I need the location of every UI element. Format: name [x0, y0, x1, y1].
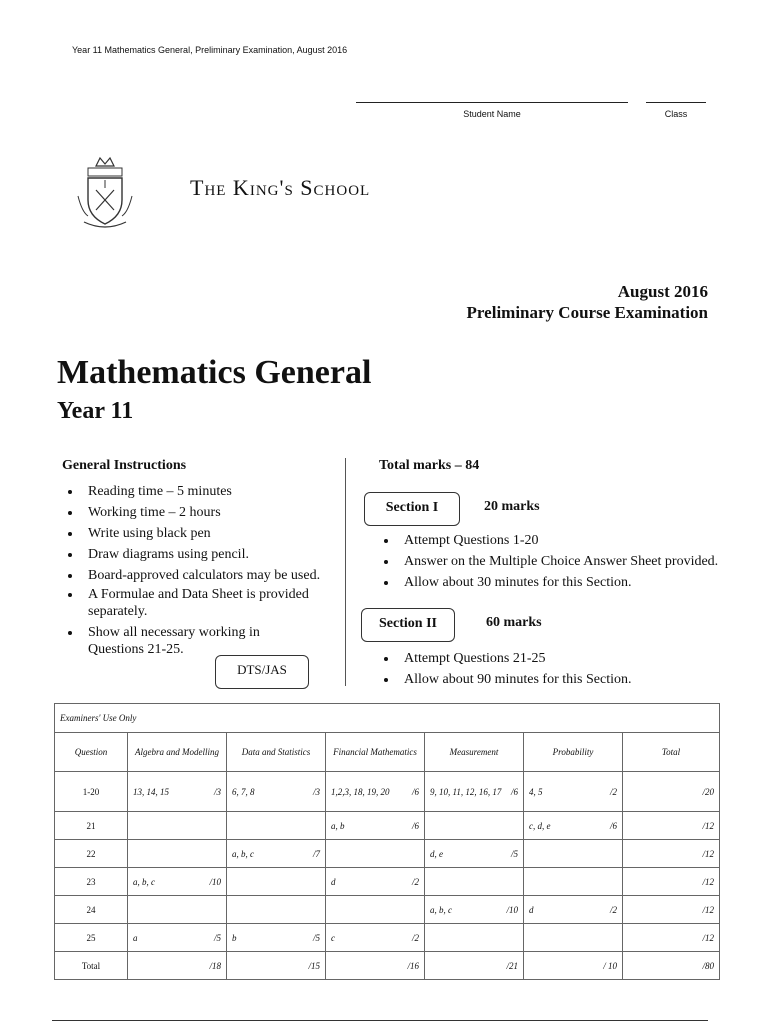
- general-instructions-heading: General Instructions: [62, 458, 187, 473]
- row-question: 25: [55, 924, 128, 952]
- mark-cell[interactable]: [227, 952, 326, 980]
- header-data: Data and Statistics: [227, 733, 326, 772]
- table-row: [55, 896, 720, 924]
- section-2-label: Section II: [361, 608, 455, 642]
- school-name: The King's School: [190, 175, 371, 200]
- mark-cell[interactable]: [326, 772, 425, 812]
- cell-max-mark: /6: [411, 786, 419, 797]
- instruction-item: • Write using black pen: [82, 523, 372, 544]
- mark-cell[interactable]: [524, 896, 623, 924]
- mark-cell[interactable]: [326, 952, 425, 980]
- table-row: [55, 924, 720, 952]
- cell-questions: d: [529, 904, 534, 915]
- cell-max-mark: /18: [209, 960, 221, 971]
- mark-cell[interactable]: [425, 868, 524, 896]
- section-1-instructions: [376, 530, 768, 593]
- section-2-instructions: [376, 648, 768, 690]
- cell-max-mark: /5: [312, 932, 320, 943]
- mark-cell[interactable]: [227, 924, 326, 952]
- cell-max-mark: /5: [213, 932, 221, 943]
- mark-cell[interactable]: [128, 924, 227, 952]
- table-header-row: [55, 733, 720, 772]
- mark-cell[interactable]: [227, 772, 326, 812]
- header-algebra: Algebra and Modelling: [128, 733, 227, 772]
- row-total[interactable]: /12: [623, 812, 720, 840]
- mark-cell[interactable]: [524, 840, 623, 868]
- page-bottom-rule: [52, 1020, 708, 1021]
- row-question: Total: [55, 952, 128, 980]
- year-title: Year 11: [57, 398, 134, 424]
- cell-max-mark: /2: [609, 786, 617, 797]
- table-row: [55, 840, 720, 868]
- mark-cell[interactable]: [128, 812, 227, 840]
- running-header: Year 11 Mathematics General, Preliminary Examination, August 2016: [72, 45, 348, 55]
- cell-max-mark: /3: [213, 786, 221, 797]
- cell-questions: d: [331, 876, 336, 887]
- section-1-label: Section I: [364, 492, 460, 526]
- cell-questions: 4, 5: [529, 786, 543, 797]
- mark-cell[interactable]: [128, 840, 227, 868]
- header-question: Question: [55, 733, 128, 772]
- table-row: [55, 868, 720, 896]
- instruction-item: • Reading time – 5 minutes: [82, 481, 372, 502]
- cell-questions: b: [232, 932, 237, 943]
- column-divider: [345, 458, 346, 686]
- examiners-marks-table: [54, 703, 720, 980]
- row-question: 1-20: [55, 772, 128, 812]
- cell-max-mark: /21: [506, 960, 518, 971]
- student-name-label: Student Name: [463, 109, 521, 119]
- row-total[interactable]: /12: [623, 924, 720, 952]
- section-2-item: • Allow about 90 minutes for this Section.: [398, 669, 768, 690]
- exam-date: August 2016: [617, 282, 708, 301]
- mark-cell[interactable]: [326, 840, 425, 868]
- cell-questions: 13, 14, 15: [133, 786, 169, 797]
- mark-cell[interactable]: [326, 924, 425, 952]
- marker-initials-stamp: DTS/JAS: [215, 655, 309, 689]
- mark-cell[interactable]: [227, 840, 326, 868]
- mark-cell[interactable]: [524, 952, 623, 980]
- instruction-item: • Show all necessary working in Questions 21-25.: [82, 624, 288, 658]
- instruction-item: • Board-approved calculators may be used.: [82, 565, 372, 586]
- cell-max-mark: /7: [312, 848, 320, 859]
- mark-cell[interactable]: [227, 868, 326, 896]
- mark-cell[interactable]: [128, 952, 227, 980]
- row-total[interactable]: /12: [623, 868, 720, 896]
- cell-questions: c, d, e: [529, 820, 551, 831]
- row-question: 23: [55, 868, 128, 896]
- row-total[interactable]: /12: [623, 896, 720, 924]
- header-probability: Probability: [524, 733, 623, 772]
- mark-cell[interactable]: [128, 868, 227, 896]
- section-1-marks: 20 marks: [484, 499, 540, 514]
- row-total[interactable]: /20: [623, 772, 720, 812]
- cell-max-mark: /15: [308, 960, 320, 971]
- cell-max-mark: /3: [312, 786, 320, 797]
- row-total[interactable]: /80: [623, 952, 720, 980]
- cell-questions: c: [331, 932, 335, 943]
- mark-cell[interactable]: [425, 772, 524, 812]
- class-label: Class: [664, 109, 688, 119]
- cell-questions: 9, 10, 11, 12, 16, 17: [430, 786, 502, 797]
- mark-cell[interactable]: [425, 952, 524, 980]
- cell-questions: a, b, c: [133, 876, 155, 887]
- mark-cell[interactable]: [524, 868, 623, 896]
- cell-max-mark: / 10: [603, 960, 617, 971]
- cell-max-mark: /6: [510, 786, 518, 797]
- header-financial: Financial Mathematics: [326, 733, 425, 772]
- section-2-marks: 60 marks: [486, 615, 542, 630]
- mark-cell[interactable]: [425, 812, 524, 840]
- mark-cell[interactable]: [524, 812, 623, 840]
- mark-cell[interactable]: [227, 896, 326, 924]
- general-instructions-list: [60, 481, 372, 658]
- mark-cell[interactable]: [425, 896, 524, 924]
- row-question: 21: [55, 812, 128, 840]
- row-question: 24: [55, 896, 128, 924]
- subject-title: Mathematics General: [57, 354, 372, 391]
- section-1-item: • Attempt Questions 1-20: [398, 530, 768, 551]
- section-1-item: • Allow about 30 minutes for this Section.: [398, 572, 768, 593]
- class-line[interactable]: [646, 102, 706, 103]
- exam-course: Preliminary Course Examination: [466, 303, 708, 322]
- cell-questions: a, b, c: [430, 904, 452, 915]
- table-row: [55, 952, 720, 980]
- mark-cell[interactable]: [128, 896, 227, 924]
- instruction-item: • Working time – 2 hours: [82, 502, 372, 523]
- header-measurement: Measurement: [425, 733, 524, 772]
- cell-questions: a, b, c: [232, 848, 254, 859]
- mark-cell[interactable]: [524, 772, 623, 812]
- table-caption: Examiners' Use Only: [55, 704, 720, 733]
- cell-questions: a: [133, 932, 138, 943]
- cell-max-mark: /2: [609, 904, 617, 915]
- mark-cell[interactable]: [425, 924, 524, 952]
- section-2-item: • Attempt Questions 21-25: [398, 648, 768, 669]
- header-total: Total: [623, 733, 720, 772]
- cell-questions: 6, 7, 8: [232, 786, 255, 797]
- table-row: [55, 812, 720, 840]
- school-crest-icon: [74, 156, 136, 237]
- cell-max-mark: /6: [411, 820, 419, 831]
- cell-max-mark: /2: [411, 932, 419, 943]
- cell-max-mark: /6: [609, 820, 617, 831]
- section-1-item: • Answer on the Multiple Choice Answer Sheet provided.: [398, 551, 768, 572]
- row-question: 22: [55, 840, 128, 868]
- mark-cell[interactable]: [128, 772, 227, 812]
- instruction-item: • Draw diagrams using pencil.: [82, 544, 372, 565]
- student-name-line[interactable]: [356, 102, 628, 103]
- table-row: [55, 772, 720, 812]
- cell-questions: d, e: [430, 848, 443, 859]
- cell-questions: 1,2,3, 18, 19, 20: [331, 786, 390, 797]
- cell-max-mark: /5: [510, 848, 518, 859]
- total-marks: Total marks – 84: [379, 458, 480, 473]
- mark-cell[interactable]: [326, 812, 425, 840]
- row-total[interactable]: /12: [623, 840, 720, 868]
- cell-max-mark: /2: [411, 876, 419, 887]
- mark-cell[interactable]: [425, 840, 524, 868]
- mark-cell[interactable]: [326, 896, 425, 924]
- mark-cell[interactable]: [227, 812, 326, 840]
- cell-max-mark: /16: [407, 960, 419, 971]
- mark-cell[interactable]: [524, 924, 623, 952]
- instruction-item: • A Formulae and Data Sheet is provided separately.: [82, 586, 328, 620]
- cell-max-mark: /10: [506, 904, 518, 915]
- cell-questions: a, b: [331, 820, 345, 831]
- mark-cell[interactable]: [326, 868, 425, 896]
- cell-max-mark: /10: [209, 876, 221, 887]
